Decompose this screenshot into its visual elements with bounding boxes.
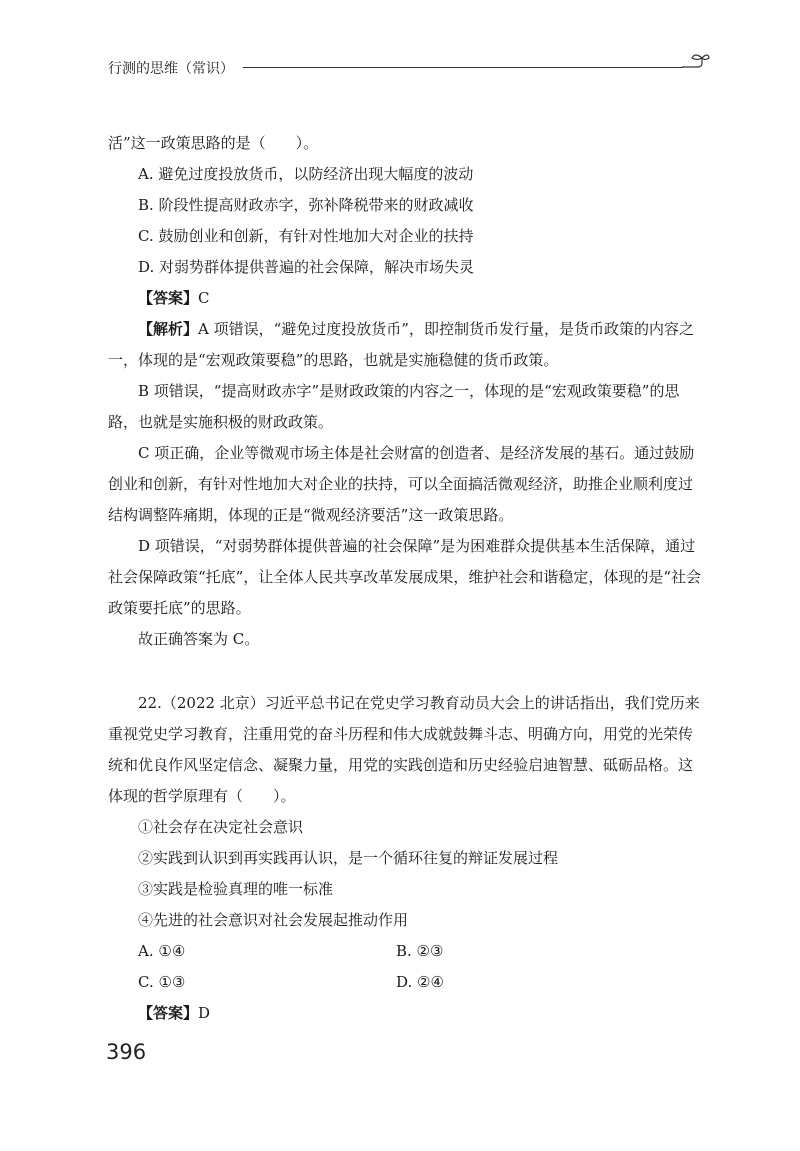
q22-statement-1: ①社会存在决定社会意识 — [138, 818, 304, 836]
answer-value: C — [198, 289, 210, 307]
q21-analysis-b: B 项错误，“提高财政赤字”是财政政策的内容之一，体现的是“宏观政策要稳”的思路，也就是实施积极的财政政策。 — [108, 382, 680, 431]
q22-stem: 22.（2022 北京）习近平总书记在党史学习教育动员大会上的讲话指出，我们党历来重视党史学习教育，注重用党的奋斗历程和伟大成就鼓舞斗志、明确方向，用党的光荣传统和优良作风坚定信念、凝聚力量，用党的实践创造和历史经验启迪智慧、砥砺品格。这体现的哲学原理有（ ）。 — [108, 694, 700, 805]
page-body — [108, 128, 702, 1029]
q22-choices-row-2 — [108, 967, 702, 998]
q21-option-a: A. 避免过度投放货币，以防经济出现大幅度的波动 — [138, 165, 474, 183]
q21-analysis-c: C 项正确，企业等微观市场主体是社会财富的创造者、是经济发展的基石。通过鼓励创业和创新，有针对性地加大对企业的扶持，可以全面搞活微观经济，助推企业顺利度过结构调整阵痛期，体现的正是“微观经济要活”这一政策思路。 — [108, 444, 695, 524]
sprout-icon — [680, 50, 710, 80]
analysis-label: 【解析】 — [138, 320, 199, 338]
answer-label: 【答案】 — [138, 289, 199, 307]
q22-choice-a: A. ①④ — [138, 942, 186, 960]
q21-conclusion: 故正确答案为 C。 — [138, 630, 260, 648]
q22-choice-b: B. ②③ — [396, 942, 444, 960]
answer-label: 【答案】 — [138, 1004, 199, 1022]
q22-statement-2: ②实践到认识到再实践再认识，是一个循环往复的辩证发展过程 — [138, 849, 559, 867]
analysis-a-text: A 项错误，“避免过度投放货币”，即控制货币发行量，是货币政策的内容之一，体现的是“宏观政策要稳”的思路，也就是实施稳健的货币政策。 — [108, 320, 694, 369]
q21-analysis-a — [108, 314, 702, 376]
running-header — [108, 50, 708, 80]
q22-answer — [108, 998, 702, 1029]
q22-choice-c: C. ①③ — [138, 973, 186, 991]
q22-statement-3: ③实践是检验真理的唯一标准 — [138, 880, 334, 898]
question-gap — [108, 655, 702, 688]
q21-answer — [108, 283, 702, 314]
q22-statement-4: ④先进的社会意识对社会发展起推动作用 — [138, 911, 409, 929]
q21-analysis-d: D 项错误，“对弱势群体提供普遍的社会保障”是为困难群众提供基本生活保障，通过社会保障政策“托底”，让全体人民共享改革发展成果，维护社会和谐稳定，体现的是“社会政策要托底”的思路。 — [108, 537, 702, 617]
q22-choice-d: D. ②④ — [396, 973, 444, 991]
q21-option-d: D. 对弱势群体提供普遍的社会保障，解决市场失灵 — [138, 258, 475, 276]
q21-option-c: C. 鼓励创业和创新，有针对性地加大对企业的扶持 — [138, 227, 474, 245]
page-number: 396 — [106, 1040, 147, 1064]
q22-choices-row-1 — [108, 936, 702, 967]
q21-stem-tail: 活”这一政策思路的是（ ）。 — [108, 134, 319, 152]
header-title: 行测的思维（常识） — [108, 61, 234, 77]
answer-value: D — [198, 1004, 211, 1022]
header-rule — [243, 67, 683, 68]
q21-option-b: B. 阶段性提高财政赤字，弥补降税带来的财政减收 — [138, 196, 474, 214]
